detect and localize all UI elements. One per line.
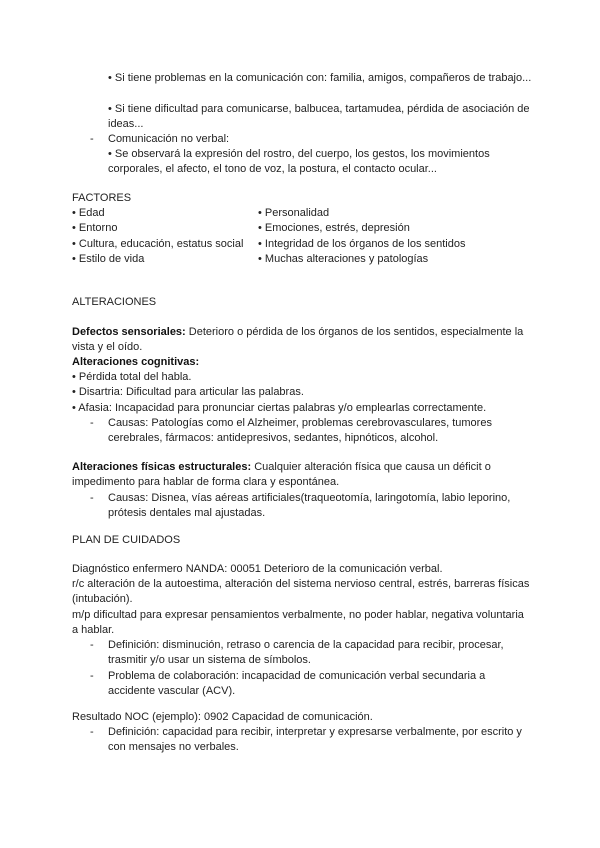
dash: - <box>90 639 94 651</box>
manifestado-por: m/p dificultad para expresar pensamientos verbalmente, no poder hablar, negativa voluntaria a hablar. <box>72 609 524 637</box>
cognitivas-list <box>72 370 532 416</box>
fisicas-estructurales <box>72 460 532 491</box>
list-item: • Cultura, educación, estatus social <box>72 237 244 250</box>
alteraciones-heading: ALTERACIONES <box>72 296 157 308</box>
nonverbal-label: Comunicación no verbal: <box>108 133 230 145</box>
list-item: • Pérdida total del habla. <box>72 371 192 383</box>
list-item: • Estilo de vida <box>72 252 145 265</box>
list-item: • Personalidad <box>258 207 330 219</box>
list-item: • Edad <box>72 207 105 219</box>
fisicas-causas: Causas: Disnea, vías aéreas artificiales(traqueotomía, laringotomía, labio leporino, prótesis dentales mal ajustadas. <box>108 492 511 520</box>
noc-definicion: Definición: capacidad para recibir, interpretar y expresarse verbalmente, por escrito y con mensajes no verbales. <box>108 726 522 754</box>
list-item: • Emociones, estrés, depresión <box>258 222 410 235</box>
list-item: • Disartria: Dificultad para articular las palabras. <box>72 386 304 399</box>
definition: Cualquier alteración física que causa un déficit o impedimento para hablar de forma clara y espontánea. <box>72 461 491 489</box>
bullet-communication-problems: • Si tiene problemas en la comunicación con: familia, amigos, compañeros de trabajo... <box>108 72 532 84</box>
dash: - <box>90 726 94 738</box>
cognitivas-causas: Causas: Patologías como el Alzheimer, problemas cerebrovasculares, tumores cerebrales, fármacos: antidepresivos, sedantes, hipnóticos, alcohol. <box>108 417 492 445</box>
resultado-noc: Resultado NOC (ejemplo): 0902 Capacidad de comunicación. <box>72 711 373 723</box>
bullet-nonverbal: • Se observará la expresión del rostro, del cuerpo, los gestos, los movimientos corporales, el afecto, el tono de voz, la postura, el contacto ocular... <box>108 148 490 176</box>
plan-heading: PLAN DE CUIDADOS <box>72 534 181 546</box>
problema-colaboracion: Problema de colaboración: incapacidad de comunicación verbal secundaria a accidente vascular (ACV). <box>108 670 486 698</box>
cognitivas-heading <box>72 355 532 370</box>
term: Defectos sensoriales: <box>72 326 186 338</box>
factores-heading: FACTORES <box>72 192 132 204</box>
term: Alteraciones físicas estructurales: <box>72 461 252 473</box>
dash: - <box>90 417 94 429</box>
dash: - <box>90 670 94 682</box>
definicion: Definición: disminución, retraso o carencia de la capacidad para recibir, procesar, trasmitir y/o usar un sistema de símbolos. <box>108 639 504 667</box>
relacionado-con: r/c alteración de la autoestima, alteración del sistema nervioso central, estrés, barreras físicas (intubación). <box>72 578 530 606</box>
dash: - <box>90 133 94 145</box>
list-item: • Afasia: Incapacidad para pronunciar ciertas palabras y/o emplearlas correctamente. <box>72 401 487 414</box>
bullet-communication-difficulty: • Si tiene dificultad para comunicarse, balbucea, tartamudea, pérdida de asociación de ideas... <box>108 103 530 131</box>
list-item: • Muchas alteraciones y patologías <box>258 252 429 265</box>
term: Alteraciones cognitivas: <box>72 356 200 368</box>
definition: Deterioro o pérdida de los órganos de los sentidos, especialmente la vista y el oído. <box>72 326 524 354</box>
list-item: • Entorno <box>72 222 118 235</box>
diagnostico: Diagnóstico enfermero NANDA: 00051 Deterioro de la comunicación verbal. <box>72 563 443 575</box>
factores-right-list <box>258 206 466 267</box>
dash: - <box>90 492 94 504</box>
list-item: • Integridad de los órganos de los sentidos <box>258 237 466 250</box>
defectos-sensoriales <box>72 325 532 356</box>
